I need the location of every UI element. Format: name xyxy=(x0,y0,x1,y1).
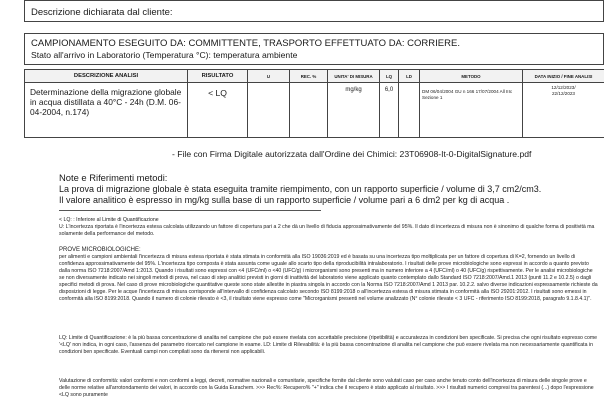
table-row xyxy=(25,83,604,138)
date-end: 22/12/2023 xyxy=(552,91,575,96)
section-divider xyxy=(59,210,321,211)
cell-recovery xyxy=(290,83,328,138)
header-lq: LQ xyxy=(380,70,399,83)
cell-method: DM 06/04/2004 GU n 166 17/07/2004 All IIIc Sezione 1 xyxy=(420,83,523,138)
cell-ld xyxy=(399,83,420,138)
legend-uncertainty: U: L'incertezza riportata è l'incertezza estesa calcolata utilizzando un fattore di copertura pari a 2 che dà un livello di fiducia approssimativamente del 95%. Il dato di incertezza di misura non è sinonimo di qualche forma di positività ma solamente della performance del metodo. xyxy=(59,224,595,237)
client-description-label: Descrizione dichiarata dal cliente: xyxy=(31,7,173,18)
notes-title: Note e Riferimenti metodi: xyxy=(59,172,168,183)
cell-lq: 6,0 xyxy=(380,83,399,138)
conformity-text: Valutazione di conformità: valori conformi e non conformi a leggi, decreti, normative nazionali e comunitarie, specifiche fornite dal cliente sono valutati caso per caso anche tenuto conto dell'incertezza di misura delle singole prove e delle norme relative all'arrotondamento dei valori, in accordo con la Guida Eurachem. >>> Rec%: Recupero% "+" indica che il recupero è stato applicato al risultato. >>> I risultati numerici compresi tra parentesi (...) dopo l'espressione <LQ sono puramente xyxy=(59,378,594,398)
header-result: RISULTATO xyxy=(188,70,248,83)
date-start: 12/12/2023/ xyxy=(551,85,576,90)
cell-dates xyxy=(523,83,604,138)
legend-lq: < LQ: : Inferiore al Limite di Quantificazione xyxy=(59,217,159,223)
header-description: DESCRIZIONE ANALISI xyxy=(25,70,188,83)
header-method: METODO xyxy=(420,70,523,83)
header-dates: DATA INIZIO / FINE ANALISI xyxy=(523,70,604,83)
cell-result: < LQ xyxy=(188,83,248,138)
header-unit: UNITA' DI MISURA xyxy=(328,70,380,83)
microbiology-text: per alimenti e campioni ambientali l'incertezza di misura estesa riportata è stata stimata in conformità alla ISO 19036:2019 ed è basata su una incertezza tipo moltiplicata per un fattore di copertura di K=2, fornendo un livello di confidenza approssimativamente del 95%. L'incertezza tipo composta è stata assunta come uguale allo scarto tipo della riproducibilità intralaboratorio. I risultati delle prove microbiologiche sono espressi in accordo a quanto previsto dalla norma ISO 7218:2007/Amd 1:2013. Quando i risultati sono espressi con <4 (UFC/ml) o <40 (UFC/g) i microrganismi sono presenti ma in numero inferiore a 4 (UFC/ml) o 40 (UFC/g) rispettivamente. Per le analisi microbiologiche se non diversamente indicato nei singoli metodi di prova, nel caso di step analitici previsti in giorni di inattività del laboratorio viene applicato quanto contemplato dallo Standard ISO 7218:2007/Amd.1 2013 (punti 11.2 e 10.2.5) o dagli specifici metodi di prova. Nel caso di prove microbiologiche quantitative queste sono state allestite in piastra singola in accordo con la Norma ISO 7218:2007/Amd 1 2013 par. 10.2.2. salvo diverse indicazioni espressamente richieste da disposizioni di legge. Per le acque l'incertezza di misura corrisponde all'intervallo di confidenza calcolato secondo ISO 8199:2018 o all'incertezza estesa di misura stimata in conformità alla ISO 29201:2012. I risultati sono emessi in conformità alla ISO 8199:2018. Quando il numero di colonie rilevato è <3, il risultato viene espresso come "Microrganismi presenti nel volume analizzato (N° colonie rilevate < 3 UFC - riferimento ISO 8199:2018, paragrafo 9.1.8.4.1)". xyxy=(59,254,598,302)
header-recovery: REC. % xyxy=(290,70,328,83)
cell-unit: mg/kg xyxy=(328,83,380,138)
note-line-1: La prova di migrazione globale è stata eseguita tramite riempimento, con un rapporto superficie / volume di 3,7 cm2/cm3. xyxy=(59,184,542,194)
cell-description: Determinazione della migrazione globale in acqua distillata a 40°C - 24h (D.M. 06-04-2004, n.174) xyxy=(25,83,188,138)
note-line-2: Il valore analitico è espresso in mg/kg sulla base di un rapporto superficie / volume pari a 6 dm2 per kg di acqua . xyxy=(59,195,510,205)
limits-text: LQ: Limite di Quantificazione: è la più bassa concentrazione di analita nel campione che può essere rivelata con accettabile precisione (ripetibilità) e accuratezza in condizioni ben specificate. Si precisa che ogni risultato espresso come '<LQ' non indica, in ogni caso, l'assenza del parametro ricercato nel campione in esame. LD: Limite di Rilevabilità: è la più bassa concentrazione di analita nel campione che può essere rivelata ma non necessariamente quantificata in condizioni ben specificate. Eventuali campi non compilati sono da ritenersi non applicabili. xyxy=(59,335,598,355)
microbiology-title: PROVE MICROBIOLOGICHE: xyxy=(59,247,141,253)
header-uncertainty: U xyxy=(248,70,290,83)
sampling-info-line: CAMPIONAMENTO ESEGUITO DA: COMMITTENTE, TRASPORTO EFFETTUATO DA: CORRIERE. xyxy=(31,38,460,49)
results-table xyxy=(24,69,604,138)
cell-uncertainty xyxy=(248,83,290,138)
digital-signature-note: - File con Firma Digitale autorizzata dall'Ordine dei Chimici: 23T06908-It-0-DigitalSignature.pdf xyxy=(172,149,532,159)
client-description-box xyxy=(24,0,604,22)
arrival-state-line: Stato all'arrivo in Laboratorio (Temperatura °C): temperatura ambiente xyxy=(31,50,298,60)
sampling-info-box xyxy=(24,33,604,65)
header-ld: LD xyxy=(399,70,420,83)
results-header-row xyxy=(25,70,604,83)
